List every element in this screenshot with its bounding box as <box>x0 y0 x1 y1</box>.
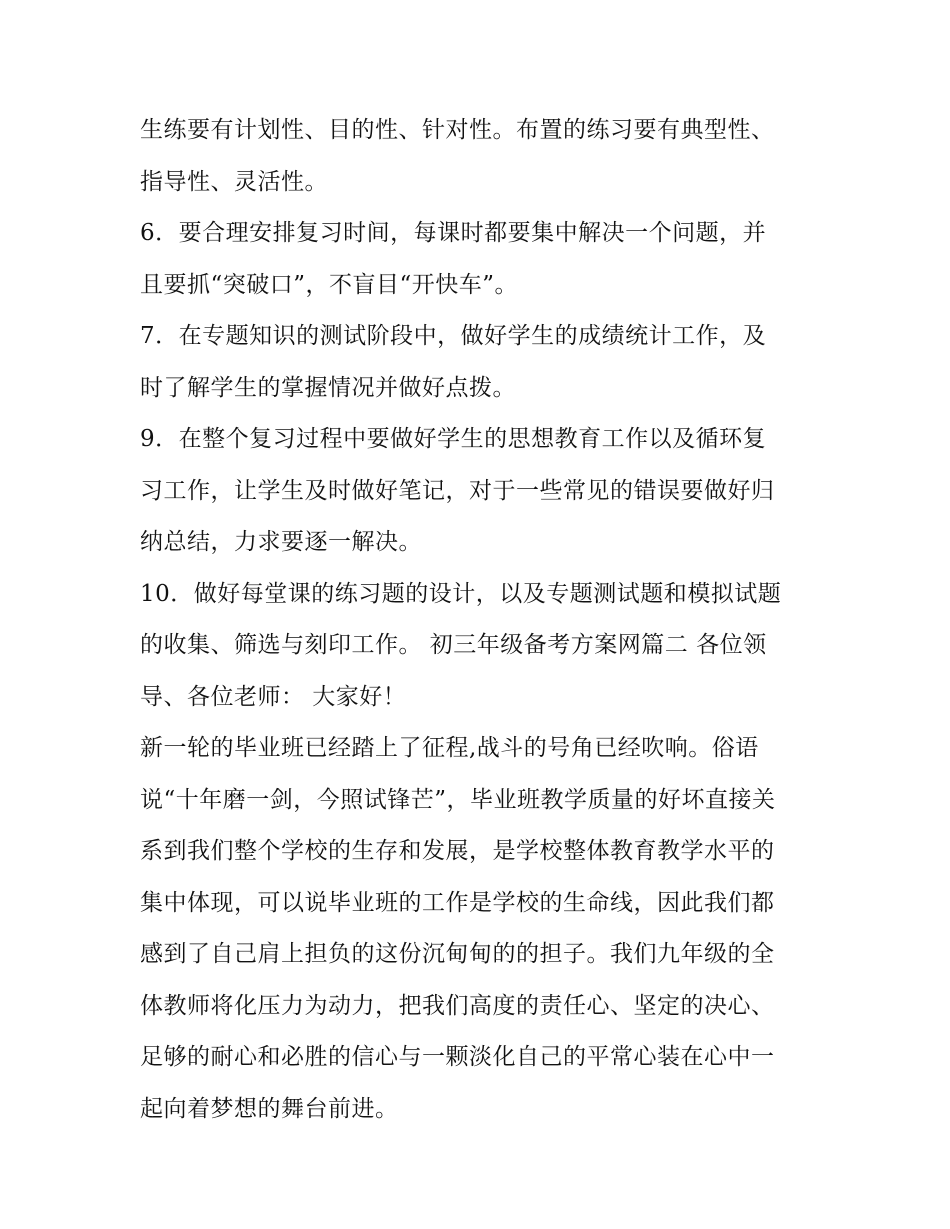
text-line: 纳总结，力求要逐一解决。 <box>140 529 422 555</box>
text-line: 习工作，让学生及时做好笔记，对于一些常见的错误要做好归 <box>140 477 775 504</box>
text-line: 感到了自己肩上担负的这份沉甸甸的的担子。我们九年级的全 <box>140 941 775 967</box>
text-line: 且要抓“突破口”，不盲目“开快车”。 <box>140 271 519 298</box>
text-line: 新一轮的毕业班已经踏上了征程,战斗的号角已经吹响。俗语 <box>140 735 759 761</box>
text-line: 起向着梦想的舞台前进。 <box>140 1095 399 1122</box>
text-line: 7．在专题知识的测试阶段中，做好学生的成绩统计工作，及 <box>140 323 767 349</box>
text-line: 系到我们整个学校的生存和发展，是学校整体教育教学水平的 <box>140 838 775 864</box>
text-line: 说“十年磨一剑，今照试锋芒”，毕业班教学质量的好坏直接关 <box>140 786 776 813</box>
text-line: 9．在整个复习过程中要做好学生的思想教育工作以及循环复 <box>140 426 767 452</box>
text-line: 指导性、灵活性。 <box>140 168 328 195</box>
body-text <box>140 105 820 1135</box>
text-line: 的收集、筛选与刻印工作。 初三年级备考方案网篇二 各位领 <box>140 632 767 658</box>
text-line: 生练要有计划性、目的性、针对性。布置的练习要有典型性、 <box>140 117 775 143</box>
text-line: 足够的耐心和必胜的信心与一颗淡化自己的平常心装在心中一 <box>140 1044 775 1070</box>
text-line: 10．做好每堂课的练习题的设计，以及专题测试题和模拟试题 <box>140 580 782 607</box>
text-line: 集中体现，可以说毕业班的工作是学校的生命线，因此我们都 <box>140 889 775 916</box>
text-line: 导、各位老师： 大家好！ <box>140 683 407 710</box>
text-line: 时了解学生的掌握情况并做好点拨。 <box>140 374 516 401</box>
text-line: 体教师将化压力为动力，把我们高度的责任心、坚定的决心、 <box>140 992 775 1019</box>
text-line: 6．要合理安排复习时间，每课时都要集中解决一个问题，并 <box>140 220 767 246</box>
